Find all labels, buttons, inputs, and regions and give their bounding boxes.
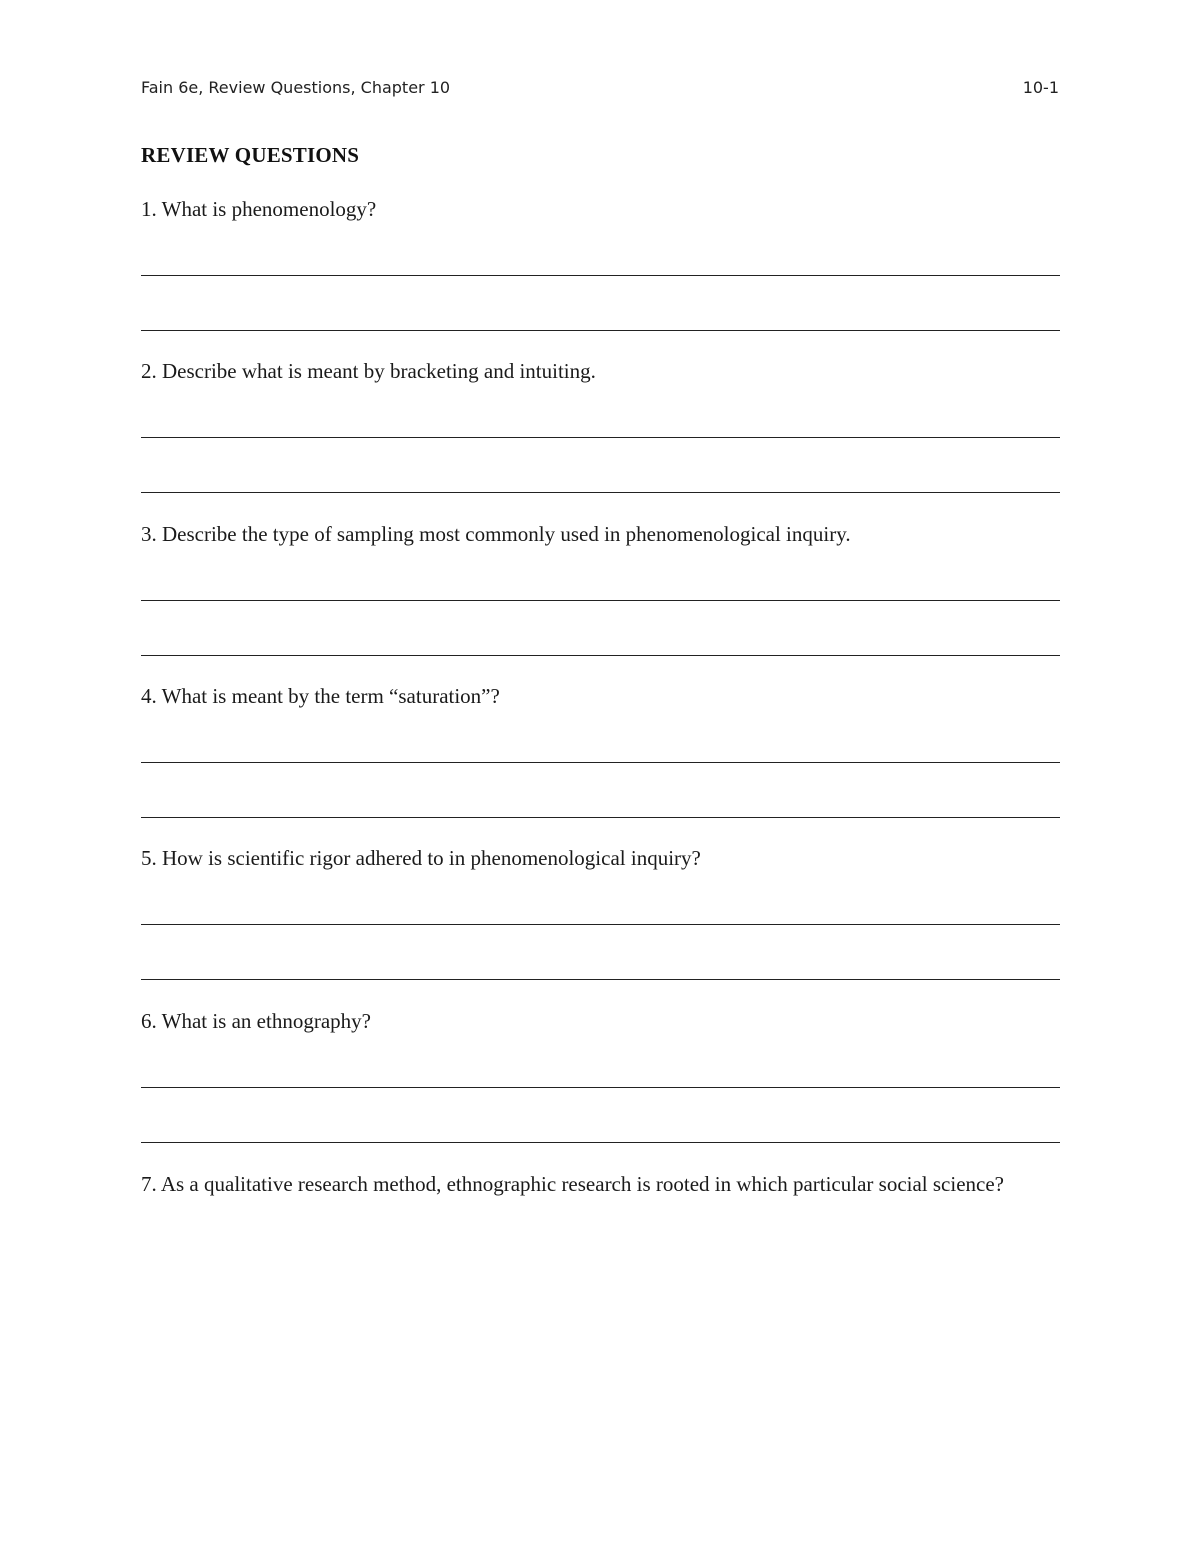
question-2: 2. Describe what is meant by bracketing and intuiting.	[141, 359, 596, 383]
section-title: REVIEW QUESTIONS	[141, 143, 360, 167]
question-7: 7. As a qualitative research method, ethnographic research is rooted in which particular social science?	[141, 1172, 1004, 1196]
answer-line[interactable]	[141, 437, 1060, 438]
answer-line[interactable]	[141, 1142, 1060, 1143]
answer-line[interactable]	[141, 1087, 1060, 1088]
answer-line[interactable]	[141, 600, 1060, 601]
answer-line[interactable]	[141, 275, 1060, 276]
answer-line[interactable]	[141, 330, 1060, 331]
running-header	[141, 74, 1059, 100]
answer-line[interactable]	[141, 817, 1060, 818]
answer-line[interactable]	[141, 979, 1060, 980]
answer-line[interactable]	[141, 655, 1060, 656]
page-number: 10-1	[1022, 77, 1059, 97]
answer-line[interactable]	[141, 492, 1060, 493]
question-3: 3. Describe the type of sampling most commonly used in phenomenological inquiry.	[141, 522, 851, 546]
answer-line[interactable]	[141, 762, 1060, 763]
header-title: Fain 6e, Review Questions, Chapter 10	[141, 77, 451, 97]
question-1: 1. What is phenomenology?	[141, 197, 377, 221]
answer-line[interactable]	[141, 924, 1060, 925]
question-5: 5. How is scientific rigor adhered to in phenomenological inquiry?	[141, 846, 701, 870]
question-4: 4. What is meant by the term “saturation”?	[141, 684, 500, 708]
question-6: 6. What is an ethnography?	[141, 1009, 371, 1033]
